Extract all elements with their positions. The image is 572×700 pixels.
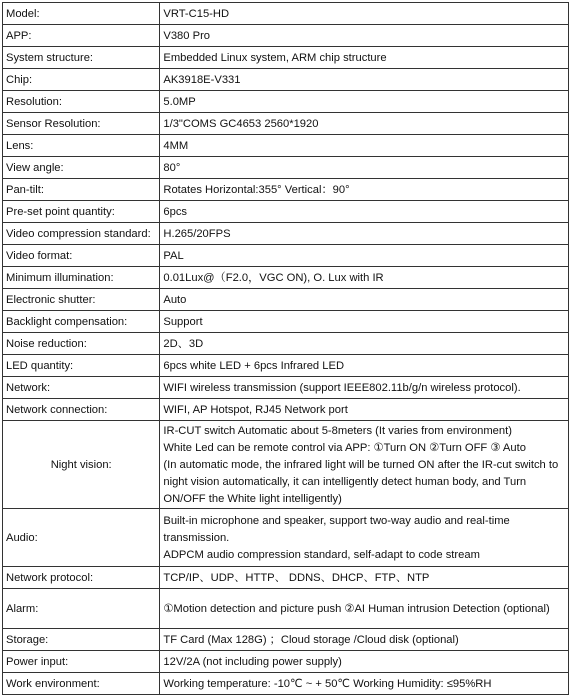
spec-row-network-protocol [3, 567, 569, 589]
spec-label: Audio: [3, 509, 160, 567]
spec-row-sensor-resolution [3, 113, 569, 135]
spec-value: Support [160, 311, 569, 333]
spec-label: System structure: [3, 47, 160, 69]
spec-row-work-environment [3, 673, 569, 695]
spec-row-lens [3, 135, 569, 157]
spec-value: WIFI wireless transmission (support IEEE802.11b/g/n wireless protocol). [160, 377, 569, 399]
spec-value: WIFI, AP Hotspot, RJ45 Network port [160, 399, 569, 421]
spec-value-multiline [160, 509, 569, 567]
spec-row-app [3, 25, 569, 47]
spec-value: 80° [160, 157, 569, 179]
spec-label: Lens: [3, 135, 160, 157]
spec-value: 12V/2A (not including power supply) [160, 651, 569, 673]
spec-value: PAL [160, 245, 569, 267]
spec-value: TF Card (Max 128G) ；Cloud storage /Cloud disk (optional) [160, 629, 569, 651]
spec-value: VRT-C15-HD [160, 3, 569, 25]
spec-row-pan-tilt [3, 179, 569, 201]
spec-table [2, 2, 569, 695]
spec-label: APP: [3, 25, 160, 47]
spec-label: Pre-set point quantity: [3, 201, 160, 223]
spec-label: Video format: [3, 245, 160, 267]
night-vision-line: IR-CUT switch Automatic about 5-8meters (It varies from environment) [163, 424, 512, 437]
spec-value: 1/3"COMS GC4653 2560*1920 [160, 113, 569, 135]
spec-row-noise-reduction [3, 333, 569, 355]
spec-row-alarm [3, 589, 569, 629]
spec-value: 6pcs white LED + 6pcs Infrared LED [160, 355, 569, 377]
spec-label: Resolution: [3, 91, 160, 113]
spec-value-multiline [160, 421, 569, 509]
spec-row-network-connection [3, 399, 569, 421]
spec-value: 2D、3D [160, 333, 569, 355]
spec-row-view-angle [3, 157, 569, 179]
spec-value: H.265/20FPS [160, 223, 569, 245]
spec-value: Working temperature: -10℃ ~ + 50℃ Working Humidity: ≤95%RH [160, 673, 569, 695]
spec-value: Embedded Linux system, ARM chip structure [160, 47, 569, 69]
spec-label: Storage: [3, 629, 160, 651]
spec-row-minimum-illumination [3, 267, 569, 289]
spec-value: AK3918E-V331 [160, 69, 569, 91]
spec-value: 4MM [160, 135, 569, 157]
spec-row-chip [3, 69, 569, 91]
spec-row-audio [3, 509, 569, 567]
spec-label: Backlight compensation: [3, 311, 160, 333]
spec-label: Power input: [3, 651, 160, 673]
spec-label: Work environment: [3, 673, 160, 695]
spec-label: Video compression standard: [3, 223, 160, 245]
spec-label: Pan-tilt: [3, 179, 160, 201]
night-vision-line: (In automatic mode, the infrared light will be turned ON after the IR-cut switch to night vision automatically, it can intelligently detect human body, and Turn ON/OFF the White light intelligently) [163, 458, 559, 505]
audio-line: ADPCM audio compression standard, self-adapt to code stream [163, 548, 480, 561]
spec-row-preset-points [3, 201, 569, 223]
spec-row-video-format [3, 245, 569, 267]
spec-label: Network: [3, 377, 160, 399]
spec-label: Night vision: [3, 421, 160, 509]
spec-label: Electronic shutter: [3, 289, 160, 311]
spec-label: Sensor Resolution: [3, 113, 160, 135]
spec-value: Rotates Horizontal:355° Vertical：90° [160, 179, 569, 201]
spec-label: Network protocol: [3, 567, 160, 589]
spec-row-model [3, 3, 569, 25]
spec-row-electronic-shutter [3, 289, 569, 311]
spec-label: View angle: [3, 157, 160, 179]
spec-value: Auto [160, 289, 569, 311]
night-vision-line: White Led can be remote control via APP: ①Turn ON ②Turn OFF ③ Auto [163, 441, 526, 454]
spec-label: Noise reduction: [3, 333, 160, 355]
spec-row-power-input [3, 651, 569, 673]
spec-row-system-structure [3, 47, 569, 69]
spec-value: ①Motion detection and picture push ②AI Human intrusion Detection (optional) [160, 589, 569, 629]
spec-row-resolution [3, 91, 569, 113]
spec-row-storage [3, 629, 569, 651]
spec-label: Minimum illumination: [3, 267, 160, 289]
spec-value: TCP/IP、UDP、HTTP、 DDNS、DHCP、FTP、NTP [160, 567, 569, 589]
spec-value: 5.0MP [160, 91, 569, 113]
spec-label: Alarm: [3, 589, 160, 629]
spec-value: 6pcs [160, 201, 569, 223]
spec-label: Network connection: [3, 399, 160, 421]
spec-row-network [3, 377, 569, 399]
spec-row-backlight-compensation [3, 311, 569, 333]
spec-row-night-vision [3, 421, 569, 509]
spec-row-led-quantity [3, 355, 569, 377]
spec-label: Model: [3, 3, 160, 25]
spec-label: Chip: [3, 69, 160, 91]
spec-label: LED quantity: [3, 355, 160, 377]
audio-line: Built-in microphone and speaker, support two-way audio and real-time transmission. [163, 514, 510, 544]
spec-row-video-compression [3, 223, 569, 245]
spec-value: 0.01Lux@（F2.0，VGC ON), O. Lux with IR [160, 267, 569, 289]
spec-value: V380 Pro [160, 25, 569, 47]
